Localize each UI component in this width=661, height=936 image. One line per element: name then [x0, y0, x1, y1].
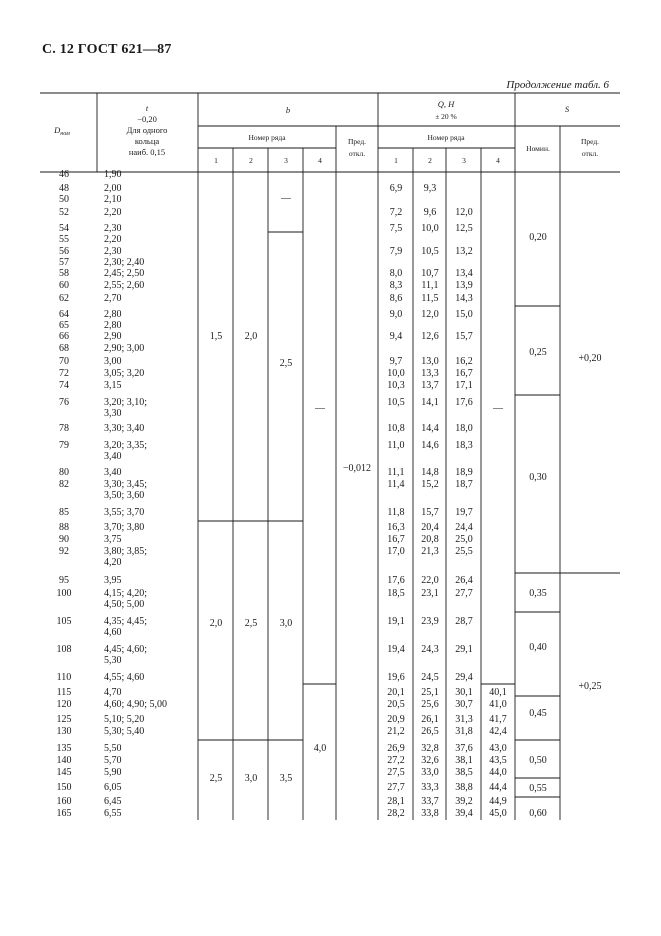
q-cell: 19,7 — [455, 507, 473, 518]
s-nom-value: 0,20 — [529, 232, 547, 243]
q-cell: 38,8 — [455, 782, 473, 793]
b-row3-value: 3,5 — [279, 773, 293, 784]
b-row-num: 4 — [318, 156, 322, 165]
d-nom-cell: 100 — [56, 588, 72, 599]
d-nom-cell: 92 — [59, 546, 69, 557]
t-cell: 2,30 — [104, 223, 122, 234]
s-nom-value: 0,60 — [529, 808, 547, 819]
b-row1-value: 2,5 — [209, 773, 223, 784]
t-header: t — [145, 103, 149, 113]
t-cell: 3,50; 3,60 — [104, 490, 145, 501]
t-cell: 2,80 — [104, 320, 122, 331]
q-row-num: 4 — [496, 156, 500, 165]
q-cell: 14,6 — [421, 440, 439, 451]
q-cell: 20,5 — [387, 699, 405, 710]
q-cell: 38,1 — [455, 755, 473, 766]
d-nom-cell: 56 — [59, 246, 69, 257]
t-cell: 2,90 — [104, 331, 122, 342]
q-cell: 24,4 — [455, 522, 473, 533]
d-nom-cell: 82 — [59, 479, 69, 490]
s-pred-header: Пред. — [580, 137, 600, 146]
q-cell: 23,1 — [421, 588, 439, 599]
q-cell: 28,2 — [387, 808, 405, 819]
d-nom-cell: 64 — [59, 309, 69, 320]
t-desc-line: Для одного — [126, 125, 168, 135]
q-cell: 16,7 — [455, 368, 473, 379]
t-cell: 2,45; 2,50 — [104, 268, 145, 279]
t-cell: 3,40 — [104, 467, 122, 478]
b-pred-header: Пред. — [347, 137, 367, 146]
q-row-num: 2 — [428, 156, 432, 165]
q-cell: 27,7 — [455, 588, 473, 599]
q-cell: 8,0 — [389, 268, 403, 279]
q-cell: 25,6 — [421, 699, 439, 710]
s-pred-value: +0,20 — [578, 353, 602, 364]
q-cell: 9,6 — [423, 207, 437, 218]
q-cell: 24,3 — [421, 644, 439, 655]
t-cell: 3,05; 3,20 — [104, 368, 145, 379]
t-cell: 3,70; 3,80 — [104, 522, 145, 533]
q-cell: 14,4 — [421, 423, 439, 434]
q-cell: 18,7 — [455, 479, 473, 490]
d-nom-cell: 115 — [56, 687, 72, 698]
s-nom-value: 0,25 — [529, 347, 547, 358]
q-cell: 6,9 — [389, 183, 403, 194]
d-nom-cell: 80 — [59, 467, 69, 478]
t-cell: 2,70 — [104, 293, 122, 304]
t-tolerance: −0,20 — [137, 114, 157, 124]
b-pred-header: откл. — [348, 149, 366, 158]
q-cell: 39,2 — [455, 796, 473, 807]
s-nom-value: 0,30 — [529, 472, 547, 483]
q-cell: 29,1 — [455, 644, 473, 655]
q-cell: 43,5 — [489, 755, 507, 766]
table-body — [57, 169, 507, 819]
b-row1-value: 2,0 — [209, 618, 223, 629]
b-row2-value: 3,0 — [244, 773, 258, 784]
s-header: S — [564, 104, 570, 114]
q-cell: 26,9 — [387, 743, 405, 754]
d-nom-cell: 52 — [59, 207, 69, 218]
b-row2-value: 2,5 — [244, 618, 258, 629]
q-cell: 7,5 — [389, 223, 403, 234]
t-cell: 4,20 — [104, 557, 122, 568]
d-nom-cell: 55 — [59, 234, 69, 245]
q-cell: 18,0 — [455, 423, 473, 434]
t-cell: 3,30; 3,40 — [104, 423, 145, 434]
q-header: Q, Н — [437, 99, 455, 109]
d-nom-cell: 60 — [59, 280, 69, 291]
q-cell: 28,7 — [455, 616, 473, 627]
q-cell: 12,6 — [421, 331, 439, 342]
t-cell: 4,15; 4,20; — [104, 588, 148, 599]
d-nom-cell: 70 — [59, 356, 69, 367]
t-cell: 2,20 — [104, 234, 122, 245]
q-cell: 15,2 — [421, 479, 439, 490]
t-cell: 3,80; 3,85; — [104, 546, 148, 557]
q-cell: 30,7 — [455, 699, 473, 710]
t-cell: 3,00 — [104, 356, 122, 367]
q-cell: 27,2 — [387, 755, 405, 766]
s-nomin-header: Номин. — [526, 144, 550, 153]
q-cell: 13,3 — [421, 368, 439, 379]
q-cell: 13,7 — [421, 380, 439, 391]
b-row1-value: 1,5 — [209, 331, 223, 342]
q-cell: 18,3 — [455, 440, 473, 451]
q-cell: 13,4 — [455, 268, 473, 279]
q-cell: 19,6 — [387, 672, 405, 683]
q-cell: 10,8 — [387, 423, 405, 434]
q-cell: 9,0 — [389, 309, 403, 320]
t-cell: 2,30; 2,40 — [104, 257, 145, 268]
t-cell: 2,80 — [104, 309, 122, 320]
t-cell: 6,45 — [104, 796, 122, 807]
t-cell: 5,10; 5,20 — [104, 714, 145, 725]
b-row-num: 1 — [214, 156, 218, 165]
t-cell: 3,20; 3,10; — [104, 397, 148, 408]
b-row-num: 2 — [249, 156, 253, 165]
q-cell: 11,1 — [387, 467, 405, 478]
q-cell: 11,5 — [421, 293, 439, 304]
d-nom-cell: 105 — [56, 616, 72, 627]
d-nom-cell: 85 — [59, 507, 69, 518]
q-cell: 7,2 — [389, 207, 403, 218]
q-cell: 16,2 — [455, 356, 473, 367]
q-cell: 20,9 — [387, 714, 405, 725]
q-row-number-header: Номер ряда — [427, 133, 465, 142]
q-cell: 29,4 — [455, 672, 473, 683]
q-cell: 26,1 — [421, 714, 439, 725]
q-cell: 12,0 — [421, 309, 439, 320]
s-nom-value: 0,50 — [529, 755, 547, 766]
t-cell: 3,40 — [104, 451, 122, 462]
q-cell: 25,5 — [455, 546, 473, 557]
q-cell: 28,1 — [387, 796, 405, 807]
q-cell: 15,7 — [421, 507, 439, 518]
s-pred-header: откл. — [581, 149, 599, 158]
d-nom-cell: 125 — [56, 714, 72, 725]
q-cell: 26,5 — [421, 726, 439, 737]
s-pred-value: +0,25 — [578, 681, 602, 692]
t-cell: 5,50 — [104, 743, 122, 754]
q-cell: 14,3 — [455, 293, 473, 304]
d-nom-cell: 160 — [56, 796, 72, 807]
b-row3-value: 2,5 — [279, 358, 293, 369]
t-desc-line: кольца — [134, 136, 160, 146]
t-cell: 3,15 — [104, 380, 122, 391]
q-cell: 31,3 — [455, 714, 473, 725]
q-cell: 10,3 — [387, 380, 405, 391]
s-nom-value: 0,40 — [529, 642, 547, 653]
s-nom-value: 0,45 — [529, 708, 547, 719]
d-nom-cell: 88 — [59, 522, 69, 533]
table-continuation-label: Продолжение табл. 6 — [506, 79, 609, 91]
q-cell: 41,7 — [489, 714, 507, 725]
q-cell: 7,9 — [389, 246, 403, 257]
t-cell: 5,30 — [104, 655, 122, 666]
q-cell: 17,1 — [455, 380, 473, 391]
q-cell: 13,0 — [421, 356, 439, 367]
q-cell: 31,8 — [455, 726, 473, 737]
q-cell: 14,1 — [421, 397, 439, 408]
d-nom-cell: 76 — [59, 397, 69, 408]
q-cell: 10,5 — [387, 397, 405, 408]
q-cell: 45,0 — [489, 808, 507, 819]
d-nom-cell: 68 — [59, 343, 69, 354]
b-row2-value: 2,0 — [244, 331, 258, 342]
d-nom-cell: 48 — [59, 183, 69, 194]
t-cell: 3,95 — [104, 575, 122, 586]
t-cell: 2,10 — [104, 194, 122, 205]
t-cell: 6,55 — [104, 808, 122, 819]
b-row-num: 3 — [284, 156, 288, 165]
q-cell: 42,4 — [489, 726, 507, 737]
b-row3-dash: — — [281, 193, 291, 204]
d-nom-cell: 90 — [59, 534, 69, 545]
q-cell: 16,3 — [387, 522, 405, 533]
q-cell: 33,8 — [421, 808, 439, 819]
q-cell: 10,7 — [421, 268, 439, 279]
q-cell: 32,8 — [421, 743, 439, 754]
q-cell: 25,1 — [421, 687, 439, 698]
t-cell: 2,55; 2,60 — [104, 280, 145, 291]
d-nom-cell: 46 — [59, 169, 69, 180]
t-cell: 4,35; 4,45; — [104, 616, 148, 627]
t-cell: 3,55; 3,70 — [104, 507, 145, 518]
b-row4-dash: — — [315, 403, 325, 414]
t-cell: 2,00 — [104, 183, 122, 194]
q-cell: 40,1 — [489, 687, 507, 698]
d-nom-cell: 120 — [56, 699, 72, 710]
q-cell: 23,9 — [421, 616, 439, 627]
b-header: b — [285, 105, 291, 115]
q-cell: 17,6 — [455, 397, 473, 408]
d-nom-cell: 72 — [59, 368, 69, 379]
d-nom-cell: 95 — [59, 575, 69, 586]
d-nom-cell: 66 — [59, 331, 69, 342]
q-cell: 43,0 — [489, 743, 507, 754]
d-nom-cell: 135 — [56, 743, 72, 754]
q-row-num: 1 — [394, 156, 398, 165]
b-row4-value: 4,0 — [313, 743, 327, 754]
q-cell: 8,6 — [389, 293, 403, 304]
d-nom-cell: 78 — [59, 423, 69, 434]
q-cell: 11,4 — [387, 479, 405, 490]
d-nom-header: $D_{ном}$ — [54, 125, 70, 137]
t-cell: 3,30 — [104, 408, 122, 419]
q-cell: 25,0 — [455, 534, 473, 545]
q-cell: 26,4 — [455, 575, 473, 586]
t-cell: 2,20 — [104, 207, 122, 218]
t-cell: 5,30; 5,40 — [104, 726, 145, 737]
page-title: С. 12 ГОСТ 621—87 — [42, 42, 172, 57]
q-cell: 33,7 — [421, 796, 439, 807]
q-cell: 11,1 — [421, 280, 439, 291]
t-cell: 3,75 — [104, 534, 122, 545]
q-cell: 10,0 — [421, 223, 439, 234]
q-cell: 14,8 — [421, 467, 439, 478]
t-cell: 3,20; 3,35; — [104, 440, 148, 451]
q-cell: 24,5 — [421, 672, 439, 683]
d-nom-cell: 54 — [59, 223, 69, 234]
t-cell: 2,30 — [104, 246, 122, 257]
q-cell: 33,3 — [421, 782, 439, 793]
t-cell: 5,70 — [104, 755, 122, 766]
d-nom-cell: 130 — [56, 726, 72, 737]
q-cell: 19,1 — [387, 616, 405, 627]
q-cell: 10,0 — [387, 368, 405, 379]
q-cell: 18,9 — [455, 467, 473, 478]
s-nom-value: 0,35 — [529, 588, 547, 599]
d-nom-cell: 140 — [56, 755, 72, 766]
d-nom-cell: 79 — [59, 440, 69, 451]
q-cell: 32,6 — [421, 755, 439, 766]
d-nom-cell: 110 — [56, 672, 72, 683]
q-cell: 9,3 — [423, 183, 437, 194]
t-desc-line: наиб. 0,15 — [128, 147, 166, 157]
q-cell: 44,9 — [489, 796, 507, 807]
t-cell: 4,60 — [104, 627, 122, 638]
q-tolerance: ± 20 % — [435, 112, 457, 121]
d-nom-cell: 65 — [59, 320, 69, 331]
b-pred-value: −0,012 — [342, 463, 372, 474]
t-cell: 4,70 — [104, 687, 122, 698]
q-cell: 38,5 — [455, 767, 473, 778]
t-cell: 4,50; 5,00 — [104, 599, 145, 610]
d-nom-cell: 145 — [56, 767, 72, 778]
t-cell: 1,90 — [104, 169, 122, 180]
q-cell: 21,2 — [387, 726, 405, 737]
q-cell: 21,3 — [421, 546, 439, 557]
q-cell: 27,5 — [387, 767, 405, 778]
q-row4-dash: — — [493, 403, 503, 414]
q-cell: 20,8 — [421, 534, 439, 545]
q-cell: 20,4 — [421, 522, 439, 533]
q-cell: 27,7 — [387, 782, 405, 793]
b-row3-value: 3,0 — [279, 618, 293, 629]
q-row-num: 3 — [462, 156, 466, 165]
q-cell: 13,2 — [455, 246, 473, 257]
q-cell: 19,4 — [387, 644, 405, 655]
q-cell: 20,1 — [387, 687, 405, 698]
q-cell: 9,4 — [389, 331, 403, 342]
s-nom-value: 0,55 — [529, 783, 547, 794]
q-cell: 15,0 — [455, 309, 473, 320]
q-cell: 17,6 — [387, 575, 405, 586]
q-cell: 44,4 — [489, 782, 507, 793]
q-cell: 9,7 — [389, 356, 403, 367]
d-nom-cell: 58 — [59, 268, 69, 279]
d-nom-cell: 57 — [59, 257, 69, 268]
q-cell: 39,4 — [455, 808, 473, 819]
d-nom-cell: 50 — [59, 194, 69, 205]
t-cell: 5,90 — [104, 767, 122, 778]
q-cell: 30,1 — [455, 687, 473, 698]
q-cell: 12,5 — [455, 223, 473, 234]
q-cell: 10,5 — [421, 246, 439, 257]
q-cell: 37,6 — [455, 743, 473, 754]
q-cell: 12,0 — [455, 207, 473, 218]
t-cell: 3,30; 3,45; — [104, 479, 148, 490]
b-row-number-header: Номер ряда — [248, 133, 286, 142]
q-cell: 17,0 — [387, 546, 405, 557]
d-nom-cell: 165 — [56, 808, 72, 819]
d-nom-cell: 74 — [59, 380, 69, 391]
t-cell: 4,60; 4,90; 5,00 — [104, 699, 168, 710]
t-cell: 4,45; 4,60; — [104, 644, 148, 655]
q-cell: 33,0 — [421, 767, 439, 778]
t-cell: 6,05 — [104, 782, 122, 793]
d-nom-cell: 108 — [56, 644, 72, 655]
q-cell: 15,7 — [455, 331, 473, 342]
q-cell: 11,0 — [387, 440, 405, 451]
q-cell: 16,7 — [387, 534, 405, 545]
q-cell: 11,8 — [387, 507, 405, 518]
t-cell: 2,90; 3,00 — [104, 343, 145, 354]
q-cell: 18,5 — [387, 588, 405, 599]
q-cell: 44,0 — [489, 767, 507, 778]
t-cell: 4,55; 4,60 — [104, 672, 145, 683]
q-cell: 41,0 — [489, 699, 507, 710]
q-cell: 13,9 — [455, 280, 473, 291]
q-cell: 22,0 — [421, 575, 439, 586]
d-nom-cell: 150 — [56, 782, 72, 793]
q-cell: 8,3 — [389, 280, 403, 291]
d-nom-cell: 62 — [59, 293, 69, 304]
